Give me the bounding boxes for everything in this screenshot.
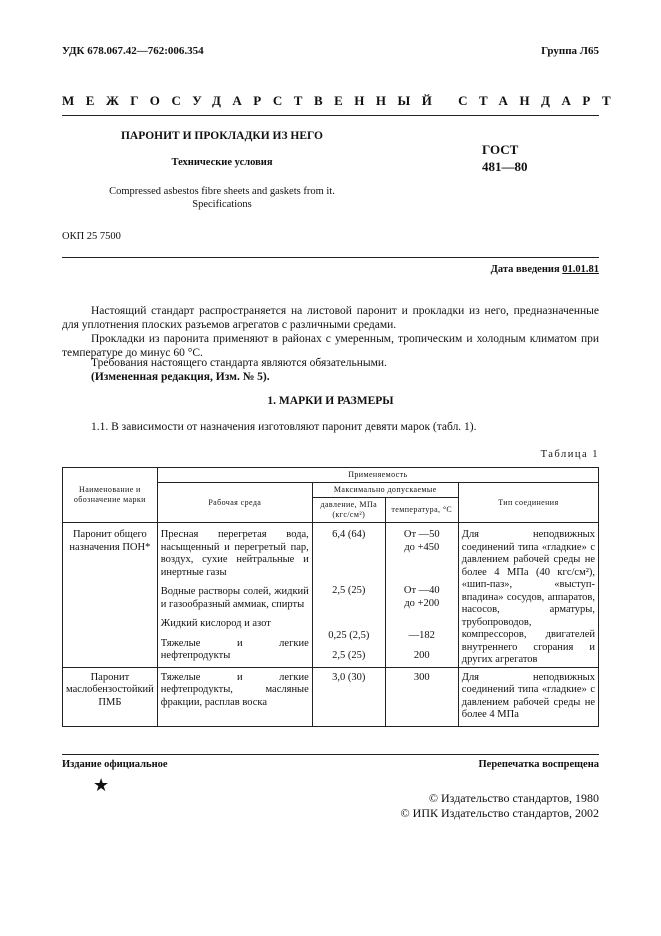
temperature-cell: [385, 523, 458, 668]
clause-1-1: 1.1. В зависимости от назначения изготовляют паронит девяти марок (табл. 1).: [91, 421, 477, 433]
paragraph-amendment: (Измененная редакция, Изм. № 5).: [91, 371, 270, 383]
temperature-value: От —40 до +200: [403, 585, 440, 609]
group-code: Группа Л65: [541, 45, 599, 57]
okp-code: ОКП 25 7500: [62, 231, 121, 242]
standard-banner: МЕЖГОСУДАРСТВЕННЫЙ СТАНДАРТ: [62, 93, 623, 108]
gost-label: ГОСТ: [482, 142, 519, 157]
okp-rule: [62, 257, 599, 258]
pressure-value: 6,4 (64): [332, 529, 366, 540]
introduction-date: [491, 264, 599, 275]
header-temperature: температура, °С: [385, 498, 458, 523]
introduction-date-label: Дата введения: [490, 264, 560, 275]
medium-item: Тяжелые и легкие нефтепродукты, масляные фракции, расплав воска: [157, 667, 312, 726]
header-connection: Тип соединения: [458, 483, 598, 523]
header-medium: Рабочая среда: [157, 483, 312, 523]
reprint-prohibited: Перепечатка воспрещена: [478, 759, 599, 770]
document-title: ПАРОНИТ И ПРОКЛАДКИ ИЗ НЕГО: [120, 130, 324, 142]
medium-item: Пресная перегретая вода, насыщенный и перегретый пар, воздух, сухие нейтральные и инертные газы: [160, 529, 309, 578]
grade-name: Паронит общего назначения ПОН*: [63, 523, 158, 668]
official-edition: Издание официальное: [62, 759, 168, 770]
table-row: [63, 667, 599, 726]
header-name: Наименование и обозначение марки: [63, 468, 158, 523]
introduction-date-value: 01.01.81: [562, 264, 599, 275]
temperature-value: —182: [408, 630, 435, 641]
section-title: 1. МАРКИ И РАЗМЕРЫ: [267, 395, 394, 407]
copyright-2002: © ИПК Издательство стандартов, 2002: [400, 806, 599, 820]
paragraph-climate: Прокладки из паронита применяют в районах с умеренным, тропическим и холодным климатом при температуре до минус 60 °С.: [62, 333, 599, 359]
footer-rule: [62, 754, 599, 755]
temperature-value: 300: [385, 667, 458, 726]
copyright-1980: © Издательство стандартов, 1980: [428, 791, 599, 805]
pressure-value: 2,5 (25): [332, 650, 366, 661]
pressure-value: 0,25 (2,5): [328, 630, 370, 641]
header-pressure: давление, МПа (кгс/см²): [312, 498, 385, 523]
medium-item: Жидкий кислород и азот: [160, 618, 271, 629]
header-max-allowed: Максимально допускаемые: [312, 483, 458, 498]
medium-cell: [157, 523, 312, 668]
medium-item: Водные растворы солей, жидкий и газообразный аммиак, спирты: [160, 586, 309, 610]
gost-number: 481—80: [482, 159, 528, 174]
english-title-line1: Compressed asbestos fibre sheets and gaskets from it.: [109, 186, 335, 197]
grades-table: [62, 467, 599, 727]
temperature-value: От —50 до +450: [403, 529, 440, 553]
paragraph-mandatory: Требования настоящего стандарта являются обязательными.: [91, 357, 387, 369]
temperature-value: 200: [413, 650, 430, 661]
connection-type: Для неподвижных соединений типа «гладкие» с давлением рабочей среды не более 4 МПа: [458, 667, 598, 726]
header-applicability: Применяемость: [157, 468, 598, 483]
pressure-cell: [312, 523, 385, 668]
grade-name: Паронит маслобензостойкий ПМБ: [63, 667, 158, 726]
table-row: [63, 523, 599, 668]
document-subtitle: Технические условия: [171, 157, 273, 168]
star-icon: ★: [93, 775, 110, 795]
english-title-line2: Specifications: [192, 199, 252, 210]
udk-code: УДК 678.067.42—762:006.354: [62, 45, 204, 57]
table-caption: Таблица 1: [540, 449, 599, 460]
paragraph-scope: Настоящий стандарт распространяется на листовой паронит и прокладки из него, предназначенные для уплотнения плоских разъемов агрегатов с различными средами.: [62, 305, 599, 331]
medium-item: Тяжелые и легкие нефтепродукты: [160, 637, 309, 661]
connection-type: Для неподвижных соединений типа «гладкие» с давлением рабочей среды не более 4 МПа (40 кгс/см²), «шип-паз», «выступ-впадина» сосудов, аппаратов, насосов, арматуры, трубопроводов, компрессоров, двигателей внутреннего сгорания и других агрегатов: [458, 523, 598, 668]
pressure-value: 2,5 (25): [332, 585, 366, 596]
header-rule: [62, 115, 599, 116]
pressure-value: 3,0 (30): [312, 667, 385, 726]
